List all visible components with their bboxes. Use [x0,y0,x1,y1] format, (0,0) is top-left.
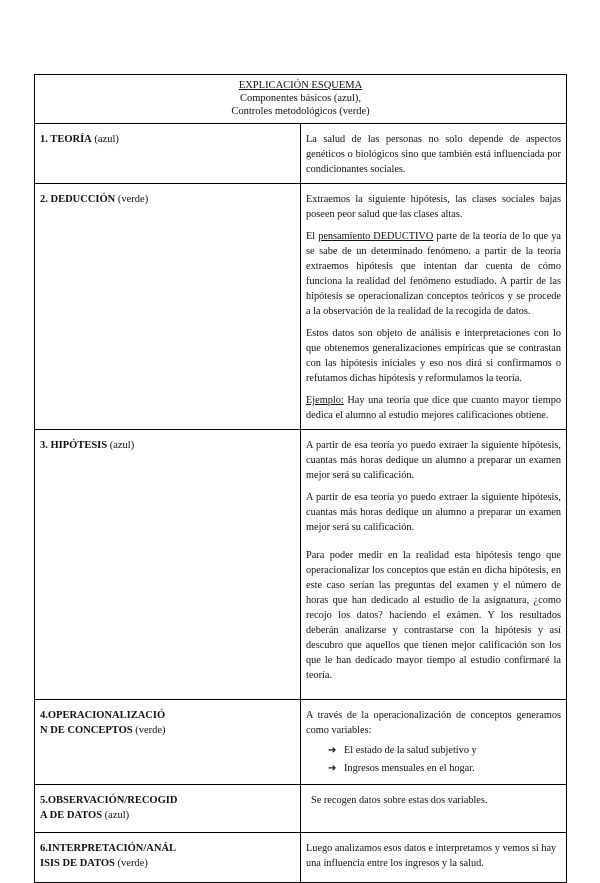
list-item [328,760,561,778]
deduccion-p2-pre: El [306,231,316,242]
hipotesis-p2: A partir de esa teoría yo puedo extraer la siguiente hipótesis, cuantas más horas dedique un alumno a preparar un examen mejor será su calificación. [306,492,561,533]
arrow-right-icon: ➔ [328,745,337,756]
tag-deduccion: (verde) [117,194,149,205]
tag-interpretacion: (verde) [117,858,148,869]
label-cell-observacion [35,785,301,833]
content-cell-hipotesis [301,430,567,700]
hipotesis-p3: Para poder medir en la realidad esta hipótesis tengo que operacionalizar los conceptos que están en dicha hipótesis, en este caso serían las preguntas del examen y el número de horas que han dedicado al estudio de la asignatura, ¿como recojo los datos? haciendo el exámen. Y los resultados deberán analizarse y contrastarse con la hipótesis y así descubro que aquellos que tienen mejor calificación son los que le han dedicado mayor tiempo al estudio confirmaré la teoría. [306,550,561,681]
label-interpretacion-line1: 6.INTERPRETACIÓN/ANÁL [40,843,177,854]
content-cell-deduccion [301,184,567,430]
row-hipotesis [35,430,567,700]
label-operacionalizacion-line2: N DE CONCEPTOS [40,725,133,736]
deduccion-p2-post: parte de la teoría de lo que ya se sabe de un determinado fenómeno. a partir de la teoría extraemos hipótesis que intentan dar cuenta de cómo funciona la realidad del fenómeno estudiado. A partir de las hipótesis se operacionalizan conceptos teóricos y se procede a la observación de la realidad de la recogida de datos. [306,231,561,317]
label-cell-operacionalizacion [35,700,301,785]
deduccion-p4 [306,393,561,423]
list-item [328,742,561,760]
content-cell-observacion [301,785,567,833]
observacion-text: Se recogen datos sobre estas dos variables. [311,795,488,806]
deduccion-p1: Extraemos la siguiente hipótesis, las clases sociales bajas poseen peor salud que las clases altas. [306,194,561,220]
content-cell-interpretacion [301,833,567,883]
label-observacion-line2: A DE DATOS [40,810,103,821]
hipotesis-p1: A partir de esa teoría yo puedo extraer la siguiente hipótesis, cuantas más horas dedique un alumno a preparar un examen mejor será su calificación. [306,440,561,481]
deduccion-p3: Estos datos son objeto de análisis e interpretaciones con lo que obtenemos generalizaciones empíricas que se contrastan con las hipótesis iniciales y eso nos dirá si confirmamos o refutamos dichas hipótesis y reformulamos la teoría. [306,328,561,384]
tag-operacionalizacion: (verde) [135,725,166,736]
tag-observacion: (azul) [104,810,130,821]
label-hipotesis: 3. HIPÓTESIS [40,440,108,451]
label-deduccion: 2. DEDUCCIÓN [40,194,116,205]
label-cell-deduccion [35,184,301,430]
interpretacion-text: Luego analizamos esos datos e interpretamos y vemos si hay una influencia entre los ingresos y la salud. [306,843,557,869]
operacionalizacion-intro: A través de la operacionalización de conceptos generamos como variables: [306,710,561,736]
variable-ingresos: Ingresos mensuales en el hogar. [344,763,475,774]
header-row [35,75,567,124]
content-cell-teoria [301,124,567,184]
header-subtitle-controls: Controles metodológicos (verde) [231,106,370,117]
teoria-text: La salud de las personas no solo depende de aspectos genéticos o biológicos sino que también está influenciada por condicionantes sociales. [306,134,561,175]
deductive-term: pensamiento DEDUCTIVO [318,231,434,242]
header-title: EXPLICACIÓN ESQUEMA [238,80,363,91]
arrow-right-icon: ➔ [328,763,337,774]
row-operacionalizacion [35,700,567,785]
header-subtitle-basic: Componentes básicos (azul), [239,93,361,104]
row-interpretacion [35,833,567,883]
example-text: Hay una teoría que dice que cuanto mayor tiempo dedica el alumno al estudio mejores calificaciones obtiene. [306,395,561,421]
label-cell-hipotesis [35,430,301,700]
tag-hipotesis: (azul) [109,440,135,451]
label-cell-interpretacion [35,833,301,883]
label-observacion-line1: 5.OBSERVACIÓN/RECOGID [40,795,178,806]
row-teoria [35,124,567,184]
variables-list [306,742,561,778]
row-deduccion [35,184,567,430]
scheme-table [34,74,567,883]
variable-salud: El estado de la salud subjetivo y [344,745,477,756]
example-label: Ejemplo: [306,395,344,406]
label-operacionalizacion-line1: 4.OPERACIONALIZACIÓ [40,710,166,721]
content-cell-operacionalizacion [301,700,567,785]
label-teoria: 1. TEORÍA [40,134,92,145]
tag-teoria: (azul) [94,134,119,145]
label-interpretacion-line2: ISIS DE DATOS [40,858,115,869]
header-cell [35,75,567,124]
deduccion-p2 [306,229,561,319]
label-cell-teoria [35,124,301,184]
row-observacion [35,785,567,833]
